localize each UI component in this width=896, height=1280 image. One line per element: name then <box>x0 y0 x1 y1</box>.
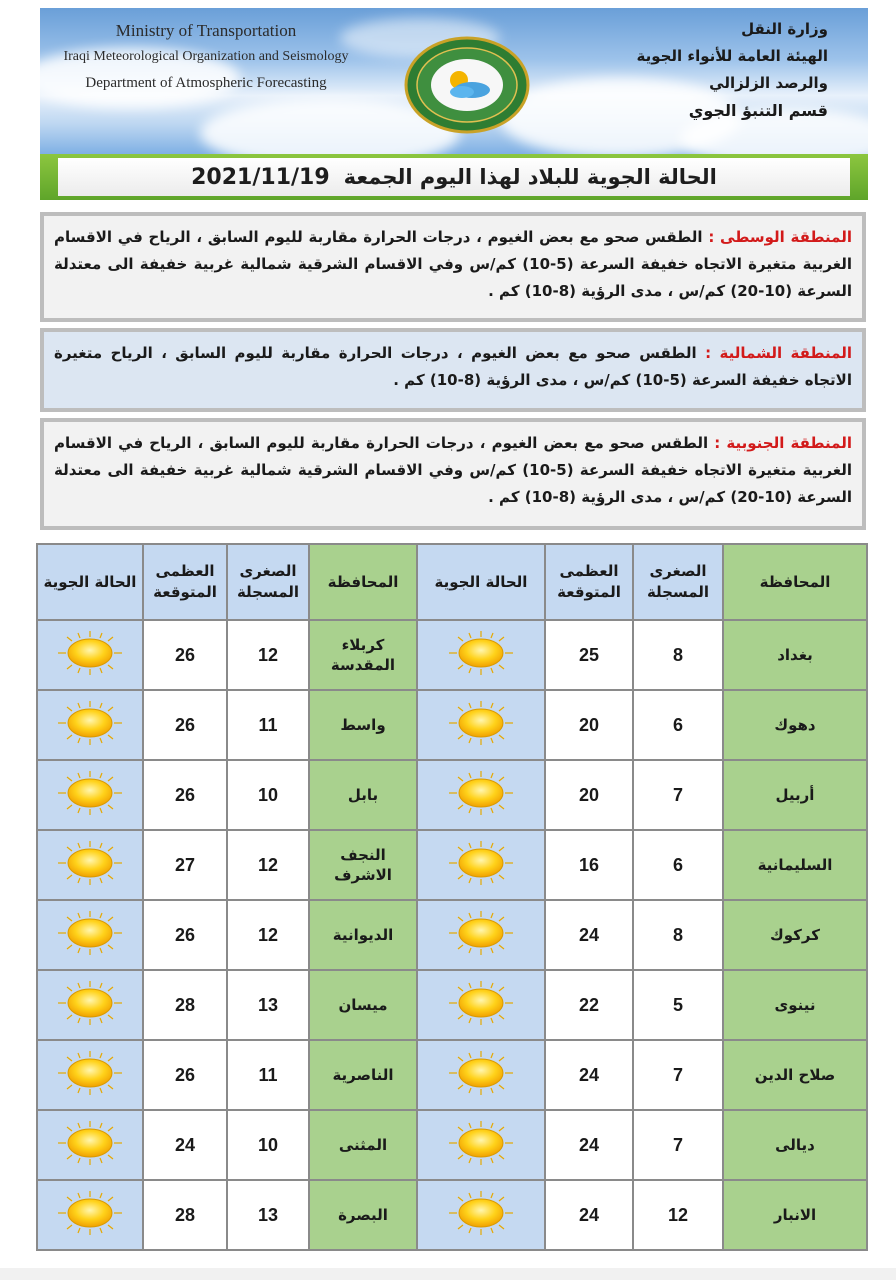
governorate-cell <box>309 830 417 900</box>
temperature-value: 6 <box>672 714 683 735</box>
max-temp-cell <box>545 690 633 760</box>
min-temp-cell <box>227 900 309 970</box>
weather-state-cell <box>417 1180 545 1250</box>
sun-icon <box>55 699 125 747</box>
governorate-cell <box>723 620 867 690</box>
table-body <box>37 620 867 1250</box>
governorate-name: نينوى <box>774 996 816 1014</box>
governorate-name: أربيل <box>775 786 815 804</box>
weather-state-cell <box>417 620 545 690</box>
temperature-value: 22 <box>578 994 600 1015</box>
weather-state-cell <box>417 1040 545 1110</box>
max-temp-cell <box>143 900 227 970</box>
max-temp-cell <box>545 900 633 970</box>
temperature-value: 12 <box>257 924 279 945</box>
governorate-cell <box>723 690 867 760</box>
weather-state-cell <box>37 760 143 830</box>
governorate-cell <box>309 1180 417 1250</box>
governorate-cell <box>309 900 417 970</box>
governorate-name: ميسان <box>338 996 388 1014</box>
governorate-name: صلاح الدين <box>754 1066 836 1084</box>
region-name: المنطقة الجنوبية : <box>714 434 852 452</box>
table-row <box>37 760 867 830</box>
max-temp-cell <box>545 760 633 830</box>
min-temp-cell <box>633 1180 723 1250</box>
department-name-ar: قسم التنبؤ الجوي <box>688 101 828 120</box>
governorate-name: البصرة <box>338 1206 388 1224</box>
governorate-name: السليمانية <box>757 856 833 874</box>
temperature-value: 26 <box>174 714 196 735</box>
temperature-value: 12 <box>257 854 279 875</box>
region-northern <box>40 328 866 412</box>
min-temp-cell <box>633 1040 723 1110</box>
temperature-value: 20 <box>578 784 600 805</box>
temperature-value: 12 <box>667 1204 689 1225</box>
sun-icon <box>55 1049 125 1097</box>
organization-name-ar: الهيئة العامة للأنواء الجوية والرصد الزلزالي <box>636 47 828 92</box>
ministry-name-ar: وزارة النقل <box>741 20 828 38</box>
temperature-value: 28 <box>174 1204 196 1225</box>
max-temp-cell <box>143 830 227 900</box>
table-row <box>37 1110 867 1180</box>
min-temp-cell <box>227 830 309 900</box>
temperature-value: 5 <box>672 994 683 1015</box>
governorate-name: كركوك <box>770 926 820 944</box>
sun-icon <box>446 699 516 747</box>
temperature-value: 7 <box>672 784 683 805</box>
max-temp-cell <box>545 830 633 900</box>
governorate-cell <box>723 830 867 900</box>
max-temp-cell <box>545 620 633 690</box>
header-min-right: الصغرى المسجلة <box>633 544 723 620</box>
header-banner <box>40 8 868 154</box>
header-governorate-left: المحافظة <box>309 544 417 620</box>
table-row <box>37 620 867 690</box>
temperature-value: 8 <box>672 644 683 665</box>
table-row <box>37 900 867 970</box>
temperature-value: 10 <box>257 1134 279 1155</box>
governorate-cell <box>723 760 867 830</box>
region-southern <box>40 418 866 530</box>
temperature-table <box>36 543 868 1251</box>
weather-state-cell <box>37 1040 143 1110</box>
sun-icon <box>446 629 516 677</box>
header-min-left: الصغرى المسجلة <box>227 544 309 620</box>
min-temp-cell <box>227 620 309 690</box>
temperature-value: 26 <box>174 924 196 945</box>
min-temp-cell <box>633 1110 723 1180</box>
table-row <box>37 690 867 760</box>
min-temp-cell <box>227 1040 309 1110</box>
table-row <box>37 1040 867 1110</box>
header-governorate-right: المحافظة <box>723 544 867 620</box>
governorate-name: النجف الاشرف <box>334 846 392 884</box>
temperature-value: 13 <box>257 1204 279 1225</box>
max-temp-cell <box>143 760 227 830</box>
governorate-cell <box>309 760 417 830</box>
ministry-name-en: Ministry of Transportation <box>115 21 297 40</box>
temperature-value: 26 <box>174 784 196 805</box>
temperature-value: 13 <box>257 994 279 1015</box>
table-header-row <box>37 544 867 620</box>
title-box <box>58 158 850 196</box>
min-temp-cell <box>227 970 309 1040</box>
governorate-name: كربلاء المقدسة <box>330 636 396 674</box>
temperature-value: 16 <box>578 854 600 875</box>
sun-icon <box>55 839 125 887</box>
table-row <box>37 970 867 1040</box>
sun-icon <box>446 769 516 817</box>
sun-icon <box>446 1119 516 1167</box>
temperature-value: 7 <box>672 1064 683 1085</box>
header-weather-state-right: الحالة الجوية <box>417 544 545 620</box>
page-title: الحالة الجوية للبلاد لهذا اليوم الجمعة <box>343 165 717 189</box>
max-temp-cell <box>143 690 227 760</box>
weather-state-cell <box>417 760 545 830</box>
department-name-en: Department of Atmospheric Forecasting <box>85 75 327 91</box>
temperature-value: 27 <box>174 854 196 875</box>
max-temp-cell <box>143 1110 227 1180</box>
weather-state-cell <box>37 690 143 760</box>
region-forecast-text: الطقس صحو مع بعض الغيوم ، درجات الحرارة مقاربة لليوم السابق ، الرياح متغيرة الاتجاه خفيفة السرعة (5-10) كم/س ، مدى الرؤية (8-10) كم . <box>54 344 852 389</box>
min-temp-cell <box>633 690 723 760</box>
max-temp-cell <box>143 970 227 1040</box>
title-bar <box>40 154 868 200</box>
min-temp-cell <box>227 760 309 830</box>
governorate-cell <box>309 970 417 1040</box>
sun-icon <box>446 839 516 887</box>
organization-name-en: Iraqi Meteorological Organization and Seismology <box>63 49 349 64</box>
organization-logo <box>404 36 530 134</box>
max-temp-cell <box>143 620 227 690</box>
temperature-value: 26 <box>174 1064 196 1085</box>
table-row <box>37 830 867 900</box>
sun-icon <box>55 909 125 957</box>
governorate-cell <box>309 1110 417 1180</box>
temperature-value: 24 <box>578 924 600 945</box>
governorate-name: بغداد <box>777 646 813 664</box>
weather-state-cell <box>37 1110 143 1180</box>
governorate-cell <box>723 900 867 970</box>
header-arabic <box>588 16 828 124</box>
weather-state-cell <box>37 900 143 970</box>
max-temp-cell <box>545 1110 633 1180</box>
min-temp-cell <box>227 1110 309 1180</box>
region-forecast-text: الطقس صحو مع بعض الغيوم ، درجات الحرارة مقاربة لليوم السابق ، الرياح في الاقسام الغربية متغيرة الاتجاه خفيفة السرعة (5-10) كم/س وفي الاقسام الشرقية شمالية غربية خفيفة الى معتدلة السرعة (10-20) كم/س ، مدى الرؤية (8-10) كم . <box>54 434 853 506</box>
governorate-cell <box>309 690 417 760</box>
governorate-name: بابل <box>347 786 379 804</box>
sun-icon <box>55 769 125 817</box>
governorate-name: الديوانية <box>332 926 394 944</box>
sun-icon <box>55 1189 125 1237</box>
temperature-value: 6 <box>672 854 683 875</box>
bulletin-date: 2021/11/19 <box>191 164 330 190</box>
sun-icon <box>446 909 516 957</box>
governorate-cell <box>723 1040 867 1110</box>
sun-icon <box>446 1189 516 1237</box>
sun-icon <box>446 1049 516 1097</box>
header-weather-state-left: الحالة الجوية <box>37 544 143 620</box>
weather-state-cell <box>417 970 545 1040</box>
min-temp-cell <box>633 900 723 970</box>
weather-state-cell <box>37 830 143 900</box>
temperature-value: 11 <box>258 714 278 735</box>
sun-icon <box>55 1119 125 1167</box>
weather-state-cell <box>417 900 545 970</box>
min-temp-cell <box>633 970 723 1040</box>
max-temp-cell <box>545 1040 633 1110</box>
temperature-value: 7 <box>672 1134 683 1155</box>
governorate-name: المثنى <box>338 1136 388 1154</box>
weather-state-cell <box>417 690 545 760</box>
weather-state-cell <box>37 620 143 690</box>
governorate-cell <box>309 620 417 690</box>
temperature-value: 24 <box>578 1064 600 1085</box>
min-temp-cell <box>633 830 723 900</box>
governorate-cell <box>723 1180 867 1250</box>
weather-state-cell <box>37 970 143 1040</box>
region-name: المنطقة الوسطى : <box>708 228 852 246</box>
region-forecast-text: الطقس صحو مع بعض الغيوم ، درجات الحرارة مقاربة لليوم السابق ، الرياح في الاقسام الغربية متغيرة الاتجاه خفيفة السرعة (5-10) كم/س وفي الاقسام الشرقية شمالية غربية خفيفة الى معتدلة السرعة (10-20) كم/س ، مدى الرؤية (8-10) كم . <box>54 228 853 300</box>
region-name: المنطقة الشمالية : <box>705 344 852 362</box>
sun-icon <box>55 979 125 1027</box>
region-central <box>40 212 866 322</box>
header-max-right: العظمى المتوقعة <box>545 544 633 620</box>
max-temp-cell <box>545 970 633 1040</box>
temperature-value: 25 <box>578 644 600 665</box>
min-temp-cell <box>227 1180 309 1250</box>
governorate-cell <box>723 970 867 1040</box>
min-temp-cell <box>633 760 723 830</box>
page-bottom-strip <box>0 1268 896 1280</box>
governorate-name: الانبار <box>773 1206 817 1224</box>
header-english <box>56 18 356 96</box>
governorate-name: ديالى <box>775 1136 815 1154</box>
max-temp-cell <box>143 1040 227 1110</box>
weather-state-cell <box>37 1180 143 1250</box>
temperature-value: 26 <box>174 644 196 665</box>
temperature-value: 24 <box>578 1204 600 1225</box>
temperature-value: 10 <box>257 784 279 805</box>
temperature-value: 24 <box>578 1134 600 1155</box>
governorate-name: دهوك <box>774 716 816 734</box>
max-temp-cell <box>545 1180 633 1250</box>
temperature-value: 8 <box>672 924 683 945</box>
governorate-name: الناصرية <box>332 1066 394 1084</box>
min-temp-cell <box>633 620 723 690</box>
temperature-value: 28 <box>174 994 196 1015</box>
temperature-value: 11 <box>258 1064 278 1085</box>
header-max-left: العظمى المتوقعة <box>143 544 227 620</box>
temperature-value: 20 <box>578 714 600 735</box>
sun-icon <box>55 629 125 677</box>
temperature-value: 12 <box>257 644 279 665</box>
governorate-name: واسط <box>340 716 386 734</box>
table-row <box>37 1180 867 1250</box>
temperature-value: 24 <box>174 1134 196 1155</box>
sun-icon <box>446 979 516 1027</box>
weather-state-cell <box>417 1110 545 1180</box>
governorate-cell <box>309 1040 417 1110</box>
max-temp-cell <box>143 1180 227 1250</box>
governorate-cell <box>723 1110 867 1180</box>
weather-state-cell <box>417 830 545 900</box>
min-temp-cell <box>227 690 309 760</box>
